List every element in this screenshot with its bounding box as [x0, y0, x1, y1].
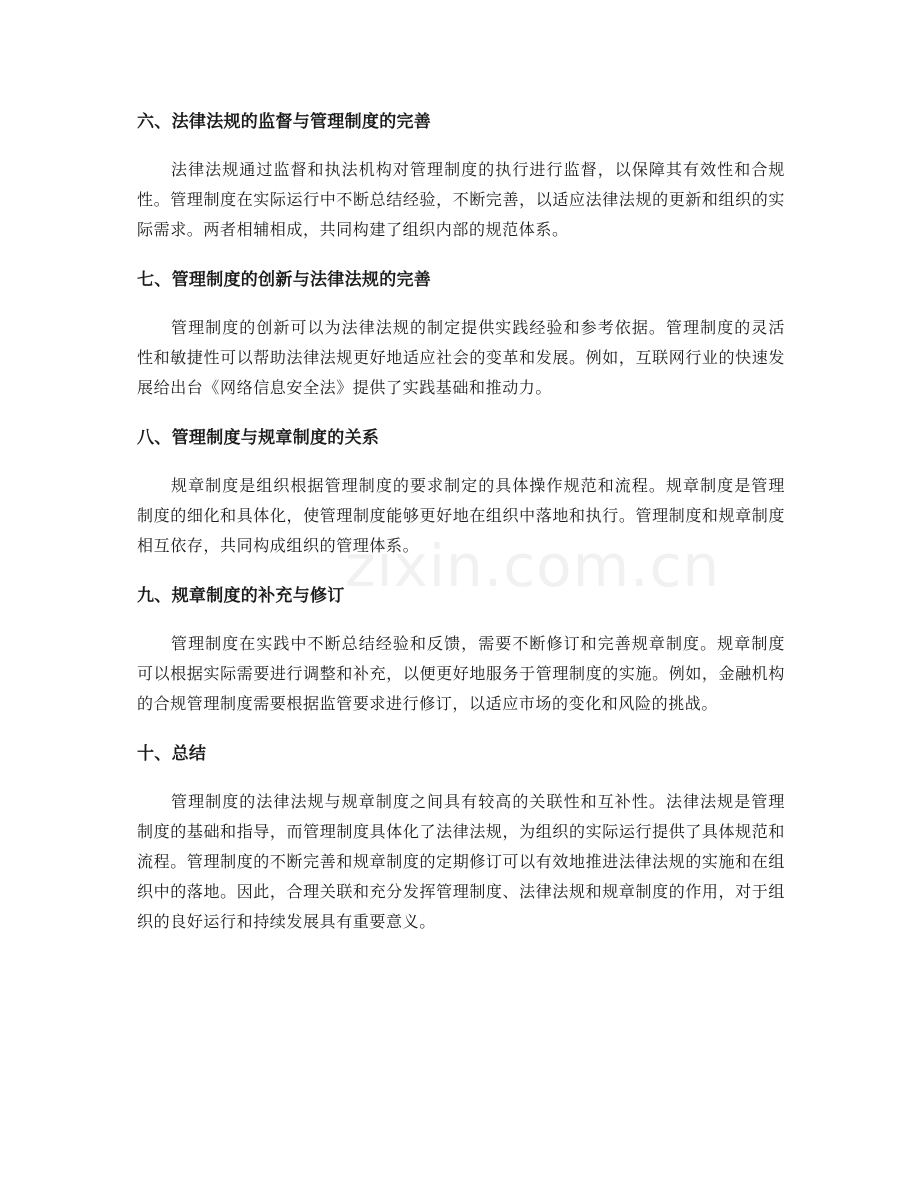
section-8 [137, 422, 785, 561]
section-paragraph: 法律法规通过监督和执法机构对管理制度的执行进行监督，以保障其有效性和合规性。管理制度在实际运行中不断总结经验，不断完善，以适应法律法规的更新和组织的实际需求。两者相辅相成，共同构建了组织内部的规范体系。 [137, 160, 785, 239]
section-paragraph: 管理制度的创新可以为法律法规的制定提供实践经验和参考依据。管理制度的灵活性和敏捷性可以帮助法律法规更好地适应社会的变革和发展。例如，互联网行业的快速发展给出台《网络信息安全法》提供了实践基础和推动力。 [137, 318, 785, 397]
section-7 [137, 264, 785, 403]
document-body [137, 106, 785, 956]
section-9 [137, 580, 785, 719]
section-paragraph: 管理制度的法律法规与规章制度之间具有较高的关联性和互补性。法律法规是管理制度的基础和指导，而管理制度具体化了法律法规，为组织的实际运行提供了具体规范和流程。管理制度的不断完善和规章制度的定期修订可以有效地推进法律法规的实施和在组织中的落地。因此，合理关联和充分发挥管理制度、法律法规和规章制度的作用，对于组织的良好运行和持续发展具有重要意义。 [137, 792, 785, 931]
section-heading: 十、总结 [137, 744, 207, 764]
watermark: zixin.com.cn [345, 532, 721, 600]
section-10 [137, 738, 785, 937]
section-heading: 八、管理制度与规章制度的关系 [137, 428, 380, 448]
section-paragraph: 规章制度是组织根据管理制度的要求制定的具体操作规范和流程。规章制度是管理制度的细化和具体化，使管理制度能够更好地在组织中落地和执行。管理制度和规章制度相互依存，共同构成组织的管理体系。 [137, 476, 785, 555]
section-6 [137, 106, 785, 245]
section-paragraph: 管理制度在实践中不断总结经验和反馈，需要不断修订和完善规章制度。规章制度可以根据实际需要进行调整和补充，以便更好地服务于管理制度的实施。例如，金融机构的合规管理制度需要根据监管要求进行修订，以适应市场的变化和风险的挑战。 [137, 634, 785, 713]
section-heading: 九、规章制度的补充与修订 [137, 586, 345, 606]
section-heading: 七、管理制度的创新与法律法规的完善 [137, 270, 432, 290]
section-heading: 六、法律法规的监督与管理制度的完善 [137, 112, 432, 132]
